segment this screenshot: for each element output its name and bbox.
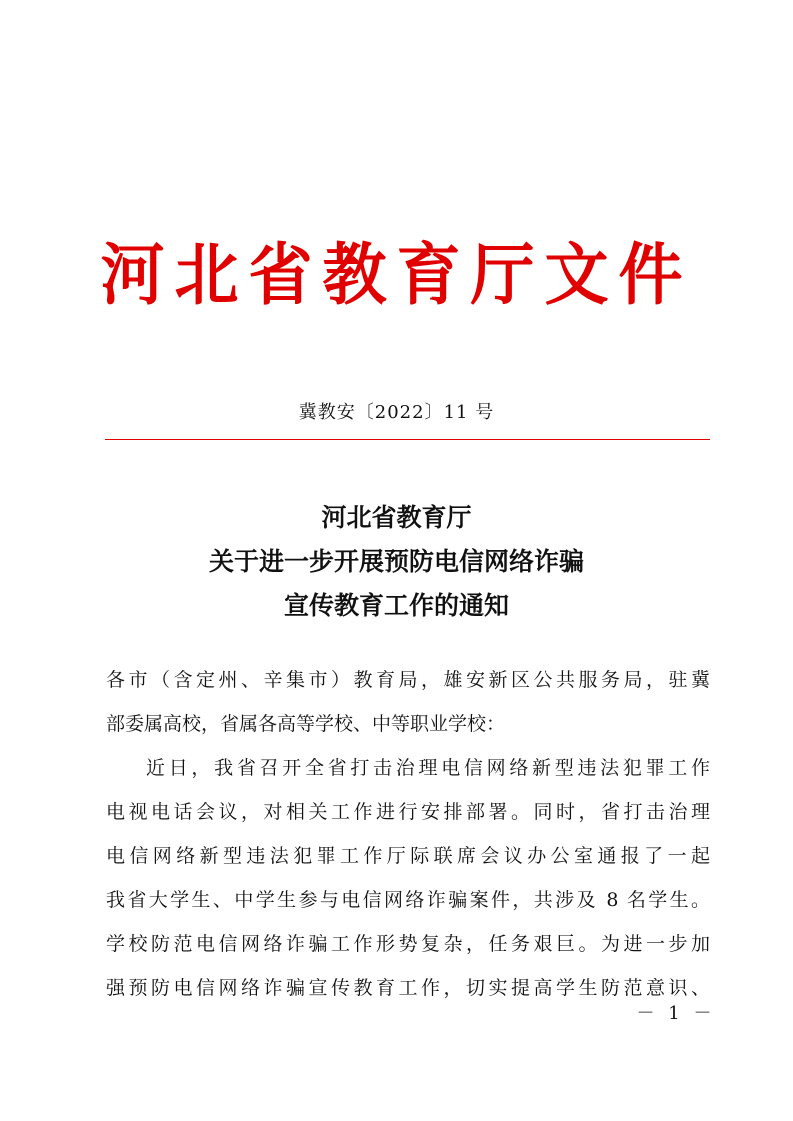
document-number: 冀教安〔2022〕11 号 <box>298 402 495 423</box>
body-line: 近日，我省召开全省打击治理电信网络新型违法犯罪工作 <box>146 757 710 779</box>
body-line: 我省大学生、中学生参与电信网络诈骗案件，共涉及 8 名学生。 <box>106 889 710 911</box>
addressee-line: 部委属高校，省属各高等学校、中等职业学校： <box>106 713 506 735</box>
notice-title <box>0 496 793 628</box>
body-line: 学校防范电信网络诈骗工作形势复杂，任务艰巨。为进一步加 <box>106 933 710 955</box>
document-body <box>106 658 710 1010</box>
body-line: 强预防电信网络诈骗宣传教育工作，切实提高学生防范意识、 <box>106 977 710 999</box>
red-divider-line <box>105 439 710 440</box>
title-line: 关于进一步开展预防电信网络诈骗 <box>208 547 584 576</box>
body-line: 电信网络新型违法犯罪工作厅际联席会议办公室通报了一起 <box>106 845 710 867</box>
masthead-title: 河北省教育厅文件 <box>100 237 693 315</box>
addressee-line: 各市（含定州、辛集市）教育局，雄安新区公共服务局，驻冀 <box>106 669 710 691</box>
body-line: 电视电话会议，对相关工作进行安排部署。同时，省打击治理 <box>106 801 710 823</box>
title-line: 宣传教育工作的通知 <box>283 591 509 620</box>
page-number: － 1 － <box>636 1003 716 1024</box>
title-line: 河北省教育厅 <box>321 503 472 532</box>
